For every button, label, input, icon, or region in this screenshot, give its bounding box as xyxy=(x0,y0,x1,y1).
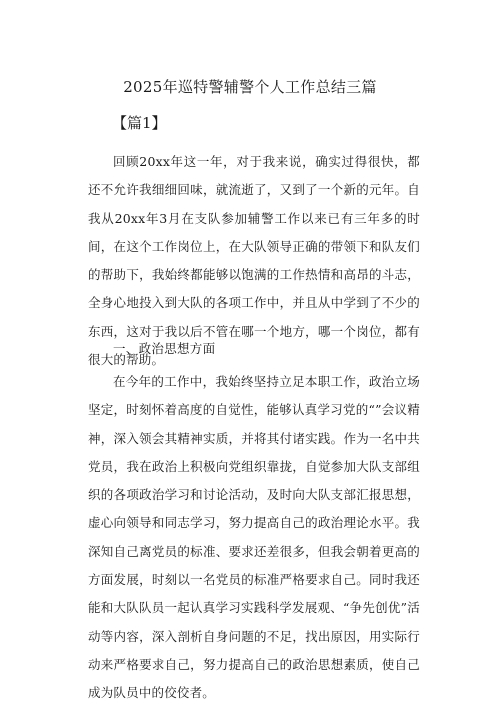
document-title: 2025年巡特警辅警个人工作总结三篇 xyxy=(123,78,377,96)
paragraph-political: 在今年的工作中，我始终坚持立足本职工作，政治立场坚定，时刻怀着高度的自觉性，能够认真学习党的“”会议精神，深入领会其精神实质，并将其付诸实践。作为一名中共党员，我在政治上积极向党组织靠拢，自觉参加大队支部组织的各项政治学习和讨论活动，及时向大队支部汇报思想，虚心向领导和同志学习，努力提高自己的政治理论水平。我深知自己离党员的标准、要求还差很多，但我会朝着更高的方面发展，时刻以一名党员的标准严格要求自己。同时我还能和大队队员一起认真学习实践科学发展观、“争先创优”活动等内容，深入剖析自身问题的不足，找出原因，用实际行动来严格要求自己，努力提高自己的政治思想素质，使自己成为队员中的佼佼者。 xyxy=(88,374,420,701)
paragraph-intro: 回顾20xx年这一年，对于我来说，确实过得很快，都还不允许我细细回味，就流逝了，又到了一个新的元年。自我从20xx年3月在支队参加辅警工作以来已有三年多的时间，在这个工作岗位上，在大队领导正确的带领下和队友们的帮助下，我始终都能够以饱满的工作热情和高昂的斗志，全身心地投入到大队的各项工作中，并且从中学到了不少的东西，这对于我以后不管在哪一个地方，哪一个岗位，都有很大的帮助。 xyxy=(88,154,420,368)
section-label: 【篇1】 xyxy=(112,114,167,132)
subheading-political: 一、政治思想方面 xyxy=(113,341,216,356)
